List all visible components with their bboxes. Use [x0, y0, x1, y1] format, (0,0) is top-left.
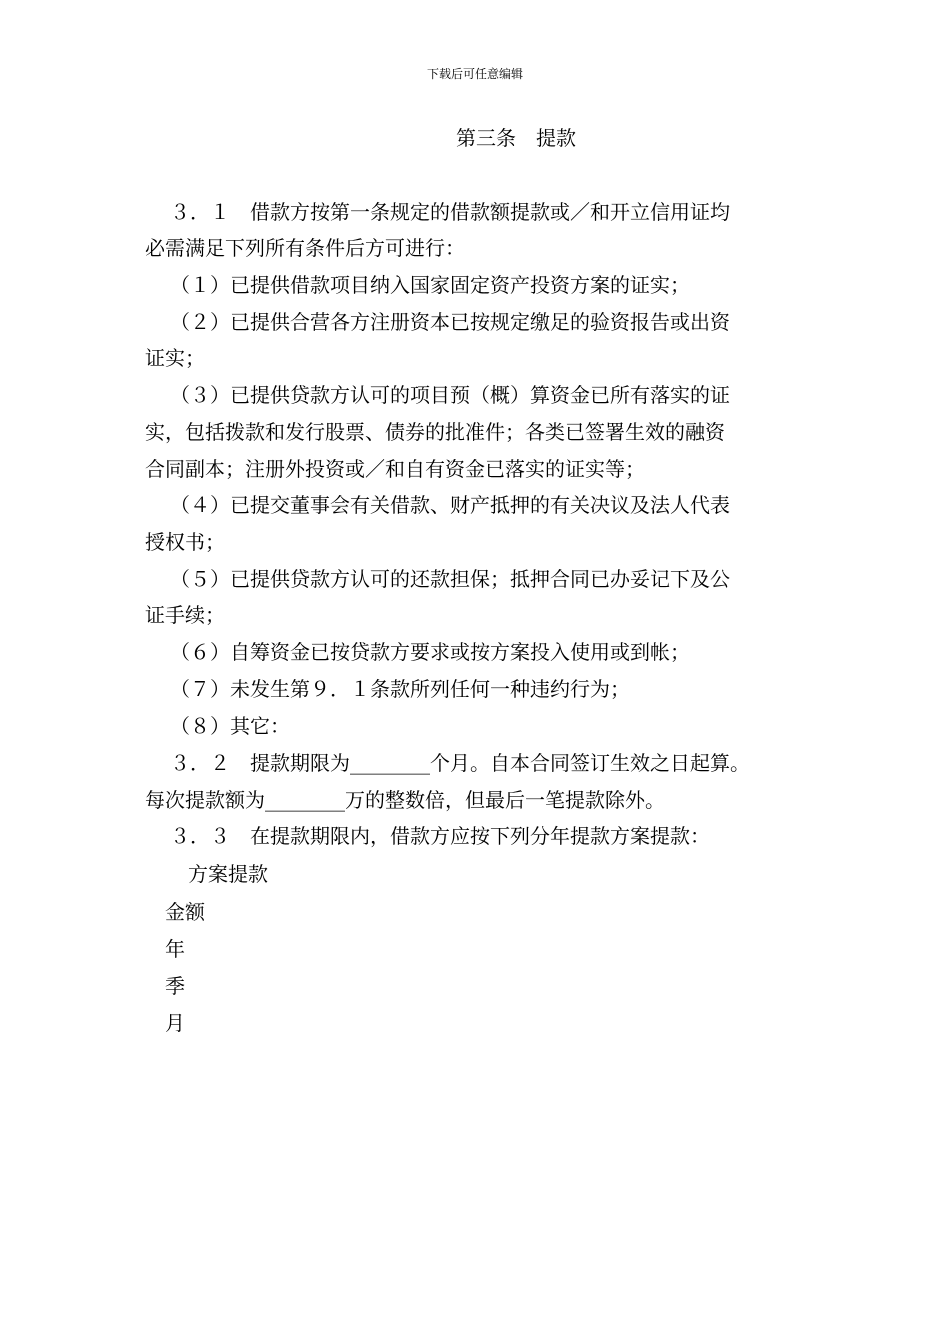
table-label-plan: 方案提款 — [188, 862, 268, 886]
header-note: 下载后可任意编辑 — [426, 67, 523, 81]
table-label-year: 年 — [165, 937, 185, 961]
condition-3-line-3: 合同副本；注册外投资或／和自有资金已落实的证实等； — [145, 457, 645, 481]
condition-4-line-1: （４）已提交董事会有关借款、财产抵押的有关决议及法人代表 — [170, 493, 730, 517]
condition-3-line-2: 实，包括拨款和发行股票、债券的批准件；各类已签署生效的融资 — [145, 420, 725, 444]
condition-3-line-1: （３）已提供贷款方认可的项目预（概）算资金已所有落实的证 — [170, 383, 730, 407]
clause-3-1-line-2: 必需满足下列所有条件后方可进行： — [145, 236, 465, 260]
clause-3-2-line-2: 每次提款额为________万的整数倍，但最后一笔提款除外。 — [145, 788, 665, 812]
condition-4-line-2: 授权书； — [145, 530, 225, 554]
table-label-month: 月 — [165, 1011, 185, 1035]
article-title: 第三条 提款 — [456, 126, 576, 150]
condition-5-line-2: 证手续； — [145, 603, 225, 627]
table-label-amount: 金额 — [165, 900, 205, 924]
condition-2-line-2: 证实； — [145, 346, 205, 370]
condition-2-line-1: （２）已提供合营各方注册资本已按规定缴足的验资报告或出资 — [170, 310, 730, 334]
condition-6: （６）自筹资金已按贷款方要求或按方案投入使用或到帐； — [170, 640, 690, 664]
clause-3-3: ３．３ 在提款期限内，借款方应按下列分年提款方案提款： — [170, 824, 710, 848]
condition-5-line-1: （５）已提供贷款方认可的还款担保；抵押合同已办妥记下及公 — [170, 567, 730, 591]
clause-3-2-line-1: ３．２ 提款期限为________个月。自本合同签订生效之日起算。 — [170, 751, 750, 775]
table-label-quarter: 季 — [165, 974, 185, 998]
condition-7: （７）未发生第９．１条款所列任何一种违约行为； — [170, 677, 630, 701]
clause-3-1-line-1: ３．１ 借款方按第一条规定的借款额提款或／和开立信用证均 — [170, 200, 730, 224]
condition-8: （８）其它： — [170, 714, 290, 738]
condition-1: （１）已提供借款项目纳入国家固定资产投资方案的证实； — [170, 273, 690, 297]
